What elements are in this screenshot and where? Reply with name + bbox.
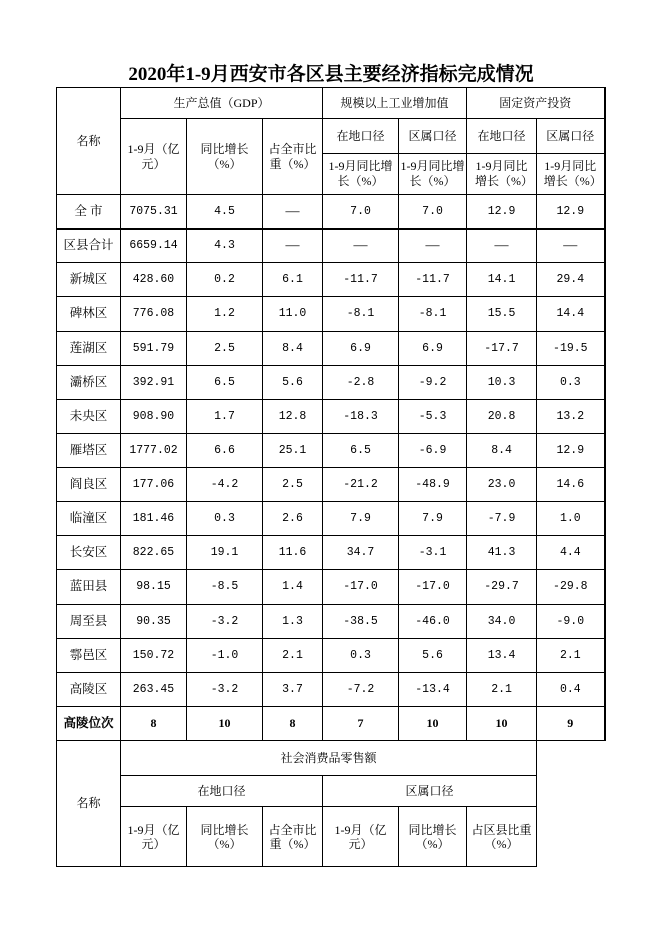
- gdp-share-cell: 5.6: [263, 365, 323, 399]
- industry-district-growth-cell: 7.9: [399, 502, 467, 536]
- retail-local-amount-header-text: 1-9月（亿元）: [127, 823, 180, 849]
- industry-district-growth-cell: -13.4: [399, 672, 467, 706]
- industry-local-growth-cell: -18.3: [323, 399, 399, 433]
- table-row: [57, 297, 605, 331]
- retail-local-share-header-text: 占全市比重（%）: [268, 823, 317, 849]
- region-name: 未央区: [57, 399, 121, 433]
- investment-district-growth-cell: -19.5: [537, 331, 605, 365]
- retail-district-growth-header-text: 同比增长（%）: [408, 823, 457, 849]
- gdp-share-cell: 12.8: [263, 399, 323, 433]
- retail-district-amount-header: [323, 807, 399, 867]
- gdp-growth-cell: 4.3: [187, 229, 263, 263]
- region-name: 临潼区: [57, 502, 121, 536]
- retail-local-caliber-header: 在地口径: [121, 776, 323, 807]
- industry-district-growth-cell: -3.1: [399, 536, 467, 570]
- gdp-growth-cell: 2.5: [187, 331, 263, 365]
- gdp-share-cell: 11.0: [263, 297, 323, 331]
- region-name: 高陵区: [57, 672, 121, 706]
- table-row: [57, 570, 605, 604]
- gdp-group-header: 生产总值（GDP）: [121, 88, 323, 119]
- page-title: 2020年1-9月西安市各区县主要经济指标完成情况: [128, 64, 534, 85]
- region-name: 新城区: [57, 263, 121, 297]
- industry-district-growth-cell: -11.7: [399, 263, 467, 297]
- gdp-growth-cell: 4.5: [187, 195, 263, 229]
- gdp-value-cell: 428.60: [121, 263, 187, 297]
- industry-local-growth-cell: -2.8: [323, 365, 399, 399]
- table-row: [57, 706, 605, 740]
- table-row: [57, 433, 605, 467]
- industry-local-growth-cell: —: [323, 229, 399, 263]
- investment-local-growth-cell: 15.5: [467, 297, 537, 331]
- gdp-share-cell: 1.3: [263, 604, 323, 638]
- gdp-share-cell: 11.6: [263, 536, 323, 570]
- industry-local-growth-header-text: 1-9月同比增长（%）: [328, 159, 393, 188]
- gdp-value-cell: 8: [121, 706, 187, 740]
- investment-local-caliber-header: 在地口径: [467, 119, 537, 154]
- investment-local-growth-cell: 8.4: [467, 433, 537, 467]
- gdp-value-cell: 591.79: [121, 331, 187, 365]
- retail-district-amount-header-text: 1-9月（亿元）: [334, 823, 387, 849]
- retail-sales-table: [56, 740, 537, 867]
- retail-district-caliber-header: 区属口径: [323, 776, 537, 807]
- investment-district-growth-cell: 0.3: [537, 365, 605, 399]
- gdp-growth-cell: 1.7: [187, 399, 263, 433]
- investment-district-growth-header: [537, 154, 605, 195]
- gdp-share-cell: —: [263, 229, 323, 263]
- investment-district-growth-cell: -29.8: [537, 570, 605, 604]
- gdp-share-cell: 3.7: [263, 672, 323, 706]
- investment-district-caliber-header: 区属口径: [537, 119, 605, 154]
- table-row: [57, 638, 605, 672]
- industry-local-growth-cell: -38.5: [323, 604, 399, 638]
- investment-local-growth-header-text: 1-9月同比增长（%）: [475, 159, 534, 188]
- gdp-share-cell: 1.4: [263, 570, 323, 604]
- investment-local-growth-cell: -29.7: [467, 570, 537, 604]
- investment-local-growth-cell: 34.0: [467, 604, 537, 638]
- investment-district-growth-cell: 1.0: [537, 502, 605, 536]
- table-row: [57, 331, 605, 365]
- industry-district-growth-cell: -8.1: [399, 297, 467, 331]
- industry-district-growth-cell: 5.6: [399, 638, 467, 672]
- industry-district-growth-cell: -46.0: [399, 604, 467, 638]
- gdp-share-cell: 2.5: [263, 468, 323, 502]
- gdp-share-header: [263, 119, 323, 195]
- industry-district-growth-cell: -17.0: [399, 570, 467, 604]
- gdp-growth-cell: -4.2: [187, 468, 263, 502]
- industry-local-growth-cell: -21.2: [323, 468, 399, 502]
- industry-local-growth-cell: -17.0: [323, 570, 399, 604]
- table-row: [57, 263, 605, 297]
- region-name: 阎良区: [57, 468, 121, 502]
- region-name: 碑林区: [57, 297, 121, 331]
- industry-district-growth-cell: 6.9: [399, 331, 467, 365]
- investment-district-growth-header-text: 1-9月同比增长（%）: [543, 159, 602, 188]
- industry-district-growth-cell: -9.2: [399, 365, 467, 399]
- investment-district-growth-cell: 13.2: [537, 399, 605, 433]
- industry-district-growth-header: [399, 154, 467, 195]
- industry-local-caliber-header: 在地口径: [323, 119, 399, 154]
- industry-district-growth-cell: 10: [399, 706, 467, 740]
- region-name: 周至县: [57, 604, 121, 638]
- investment-group-header: 固定资产投资: [467, 88, 605, 119]
- industry-local-growth-cell: -11.7: [323, 263, 399, 297]
- retail-district-share-header-text: 占区县比重（%）: [471, 823, 532, 849]
- table-row: [57, 536, 605, 570]
- investment-local-growth-header: [467, 154, 537, 195]
- table-row: [57, 672, 605, 706]
- industry-local-growth-cell: 6.5: [323, 433, 399, 467]
- investment-district-growth-cell: 12.9: [537, 433, 605, 467]
- gdp-value-cell: 822.65: [121, 536, 187, 570]
- investment-local-growth-cell: 10: [467, 706, 537, 740]
- gdp-share-cell: 2.6: [263, 502, 323, 536]
- gdp-growth-cell: 19.1: [187, 536, 263, 570]
- gdp-value-cell: 263.45: [121, 672, 187, 706]
- investment-local-growth-cell: -7.9: [467, 502, 537, 536]
- retail-group-header: 社会消费品零售额: [121, 741, 537, 776]
- gdp-growth-cell: -8.5: [187, 570, 263, 604]
- investment-district-growth-cell: 0.4: [537, 672, 605, 706]
- gdp-growth-cell: 0.2: [187, 263, 263, 297]
- gdp-value-cell: 1777.02: [121, 433, 187, 467]
- gdp-amount-header: [121, 119, 187, 195]
- table-row: [57, 468, 605, 502]
- industry-local-growth-cell: -7.2: [323, 672, 399, 706]
- gdp-share-cell: 25.1: [263, 433, 323, 467]
- table-row: [57, 229, 605, 263]
- region-name: 全 市: [57, 195, 121, 229]
- industry-local-growth-header: [323, 154, 399, 195]
- investment-district-growth-cell: 14.4: [537, 297, 605, 331]
- table-row: [57, 502, 605, 536]
- gdp-value-cell: 392.91: [121, 365, 187, 399]
- gdp-growth-header-text: 同比增长（%）: [200, 141, 249, 171]
- header-row: [57, 741, 537, 776]
- retail-local-share-header: [263, 807, 323, 867]
- gdp-share-cell: 6.1: [263, 263, 323, 297]
- gdp-growth-cell: 1.2: [187, 297, 263, 331]
- industry-district-growth-cell: -5.3: [399, 399, 467, 433]
- region-name: 蓝田县: [57, 570, 121, 604]
- industry-group-header: 规模以上工业增加值: [323, 88, 467, 119]
- gdp-growth-cell: -3.2: [187, 672, 263, 706]
- gdp-growth-cell: -3.2: [187, 604, 263, 638]
- gdp-value-cell: 776.08: [121, 297, 187, 331]
- gdp-value-cell: 177.06: [121, 468, 187, 502]
- gdp-value-cell: 7075.31: [121, 195, 187, 229]
- investment-district-growth-cell: -9.0: [537, 604, 605, 638]
- gdp-amount-header-text: 1-9月（亿元）: [127, 141, 180, 171]
- investment-local-growth-cell: -17.7: [467, 331, 537, 365]
- main-indicators-table: [56, 87, 606, 741]
- gdp-value-cell: 98.15: [121, 570, 187, 604]
- investment-district-growth-cell: —: [537, 229, 605, 263]
- industry-district-growth-cell: —: [399, 229, 467, 263]
- gdp-share-header-text: 占全市比重（%）: [268, 141, 317, 171]
- retail-local-growth-header-text: 同比增长（%）: [200, 823, 249, 849]
- gdp-value-cell: 908.90: [121, 399, 187, 433]
- gdp-share-cell: —: [263, 195, 323, 229]
- gdp-growth-header: [187, 119, 263, 195]
- retail-district-growth-header: [399, 807, 467, 867]
- investment-district-growth-cell: 14.6: [537, 468, 605, 502]
- region-name: 雁塔区: [57, 433, 121, 467]
- investment-district-growth-cell: 29.4: [537, 263, 605, 297]
- gdp-share-cell: 2.1: [263, 638, 323, 672]
- region-name: 长安区: [57, 536, 121, 570]
- gdp-value-cell: 181.46: [121, 502, 187, 536]
- retail-local-growth-header: [187, 807, 263, 867]
- table-row: [57, 604, 605, 638]
- investment-local-growth-cell: 12.9: [467, 195, 537, 229]
- industry-district-caliber-header: 区属口径: [399, 119, 467, 154]
- gdp-growth-cell: -1.0: [187, 638, 263, 672]
- header-row: [57, 776, 537, 807]
- industry-local-growth-cell: 0.3: [323, 638, 399, 672]
- investment-local-growth-cell: 13.4: [467, 638, 537, 672]
- header-row: [57, 807, 537, 867]
- investment-local-growth-cell: 14.1: [467, 263, 537, 297]
- industry-district-growth-cell: 7.0: [399, 195, 467, 229]
- industry-district-growth-cell: -48.9: [399, 468, 467, 502]
- gdp-value-cell: 150.72: [121, 638, 187, 672]
- region-name: 区县合计: [57, 229, 121, 263]
- investment-district-growth-cell: 9: [537, 706, 605, 740]
- investment-local-growth-cell: 10.3: [467, 365, 537, 399]
- investment-district-growth-cell: 12.9: [537, 195, 605, 229]
- industry-local-growth-cell: 34.7: [323, 536, 399, 570]
- industry-local-growth-cell: -8.1: [323, 297, 399, 331]
- name-header: 名称: [57, 88, 121, 195]
- retail-local-amount-header: [121, 807, 187, 867]
- gdp-share-cell: 8: [263, 706, 323, 740]
- investment-district-growth-cell: 4.4: [537, 536, 605, 570]
- gdp-growth-cell: 6.6: [187, 433, 263, 467]
- table-row: [57, 399, 605, 433]
- gdp-value-cell: 6659.14: [121, 229, 187, 263]
- investment-district-growth-cell: 2.1: [537, 638, 605, 672]
- industry-local-growth-cell: 7.0: [323, 195, 399, 229]
- industry-local-growth-cell: 6.9: [323, 331, 399, 365]
- gdp-value-cell: 90.35: [121, 604, 187, 638]
- region-name: 高陵位次: [57, 706, 121, 740]
- table-row: [57, 365, 605, 399]
- industry-district-growth-cell: -6.9: [399, 433, 467, 467]
- investment-local-growth-cell: 23.0: [467, 468, 537, 502]
- industry-local-growth-cell: 7: [323, 706, 399, 740]
- gdp-growth-cell: 10: [187, 706, 263, 740]
- industry-local-growth-cell: 7.9: [323, 502, 399, 536]
- name-header: 名称: [57, 741, 121, 867]
- gdp-growth-cell: 0.3: [187, 502, 263, 536]
- region-name: 鄠邑区: [57, 638, 121, 672]
- header-row: [57, 119, 605, 154]
- table-row: [57, 195, 605, 229]
- investment-local-growth-cell: —: [467, 229, 537, 263]
- header-row: [57, 88, 605, 119]
- investment-local-growth-cell: 41.3: [467, 536, 537, 570]
- industry-district-growth-header-text: 1-9月同比增长（%）: [400, 159, 465, 188]
- gdp-growth-cell: 6.5: [187, 365, 263, 399]
- table-body: [57, 195, 605, 741]
- investment-local-growth-cell: 2.1: [467, 672, 537, 706]
- region-name: 莲湖区: [57, 331, 121, 365]
- investment-local-growth-cell: 20.8: [467, 399, 537, 433]
- region-name: 灞桥区: [57, 365, 121, 399]
- retail-district-share-header: [467, 807, 537, 867]
- gdp-share-cell: 8.4: [263, 331, 323, 365]
